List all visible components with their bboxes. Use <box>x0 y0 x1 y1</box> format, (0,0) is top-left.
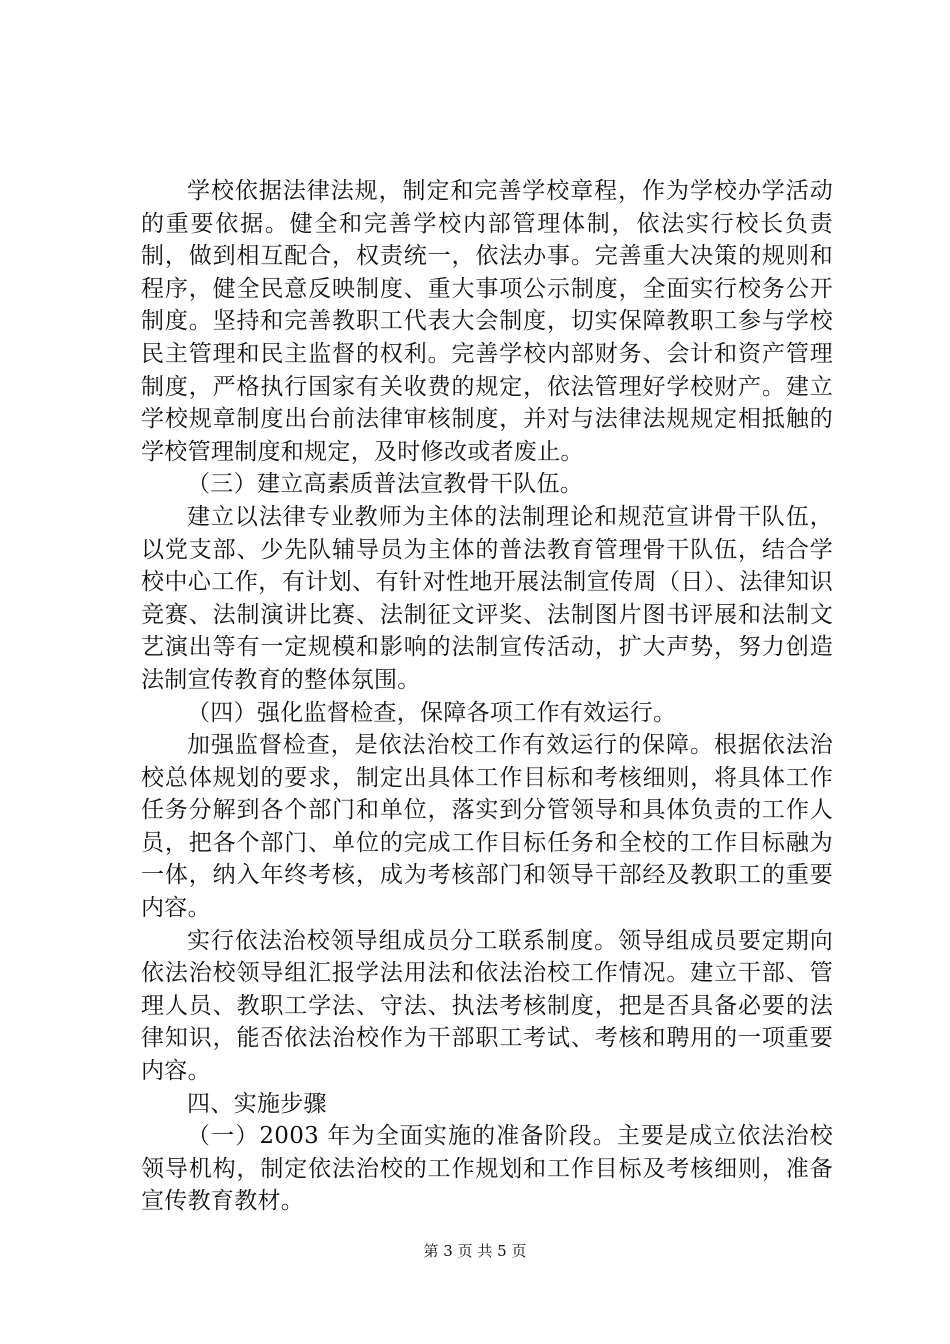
page-number: 第 3 页 共 5 页 <box>423 1242 527 1260</box>
document-body <box>141 175 833 1218</box>
page-footer <box>0 1241 950 1261</box>
section-heading-implementation: 四、实施步骤 <box>187 1090 327 1117</box>
paragraph-legal-team: 建立以法律专业教师为主体的法制理论和规范宣讲骨干队伍，以党支部、少先队辅导员为主体的普法教育管理骨干队伍，结合学校中心工作，有计划、有针对性地开展法制宣传周（日）、法律知识竞赛、法制演讲比赛、法制征文评奖、法制图片图书评展和法制文艺演出等有一定规模和影响的法制宣传活动，扩大声势，努力创造法制宣传教育的整体氛围。 <box>141 503 833 693</box>
paragraph-step-1: （一）2003 年为全面实施的准备阶段。主要是成立依法治校领导机构，制定依法治校的工作规划和工作目标及考核细则，准备宣传教育教材。 <box>141 1123 833 1215</box>
paragraph-leadership-system: 实行依法治校领导组成员分工联系制度。领导组成员要定期向依法治校领导组汇报学法用法和依法治校工作情况。建立干部、管理人员、教职工学法、守法、执法考核制度，把是否具备必要的法律知识，能否依法治校作为干部职工考试、考核和聘用的一项重要内容。 <box>141 927 833 1085</box>
paragraph-school-charter: 学校依据法律法规，制定和完善学校章程，作为学校办学活动的重要依据。健全和完善学校内部管理体制，依法实行校长负责制，做到相互配合，权责统一，依法办事。完善重大决策的规则和程序，健全民意反映制度、重大事项公示制度，全面实行校务公开制度。坚持和完善教职工代表大会制度，切实保障教职工参与学校民主管理和民主监督的权利。完善学校内部财务、会计和资产管理制度，严格执行国家有关收费的规定，依法管理好学校财产。建立学校规章制度出台前法律审核制度，并对与法律法规规定相抵触的学校管理制度和规定，及时修改或者废止。 <box>141 178 833 465</box>
section-heading-4: （四）强化监督检查，保障各项工作有效运行。 <box>187 699 677 726</box>
section-heading-3: （三）建立高素质普法宣教骨干队伍。 <box>187 471 584 498</box>
paragraph-supervision: 加强监督检查，是依法治校工作有效运行的保障。根据依法治校总体规划的要求，制定出具体工作目标和考核细则，将具体工作任务分解到各个部门和单位，落实到分管领导和具体负责的工作人员，把各个部门、单位的完成工作目标任务和全校的工作目标融为一体，纳入年终考核，成为考核部门和领导干部经及教职工的重要内容。 <box>141 732 833 922</box>
